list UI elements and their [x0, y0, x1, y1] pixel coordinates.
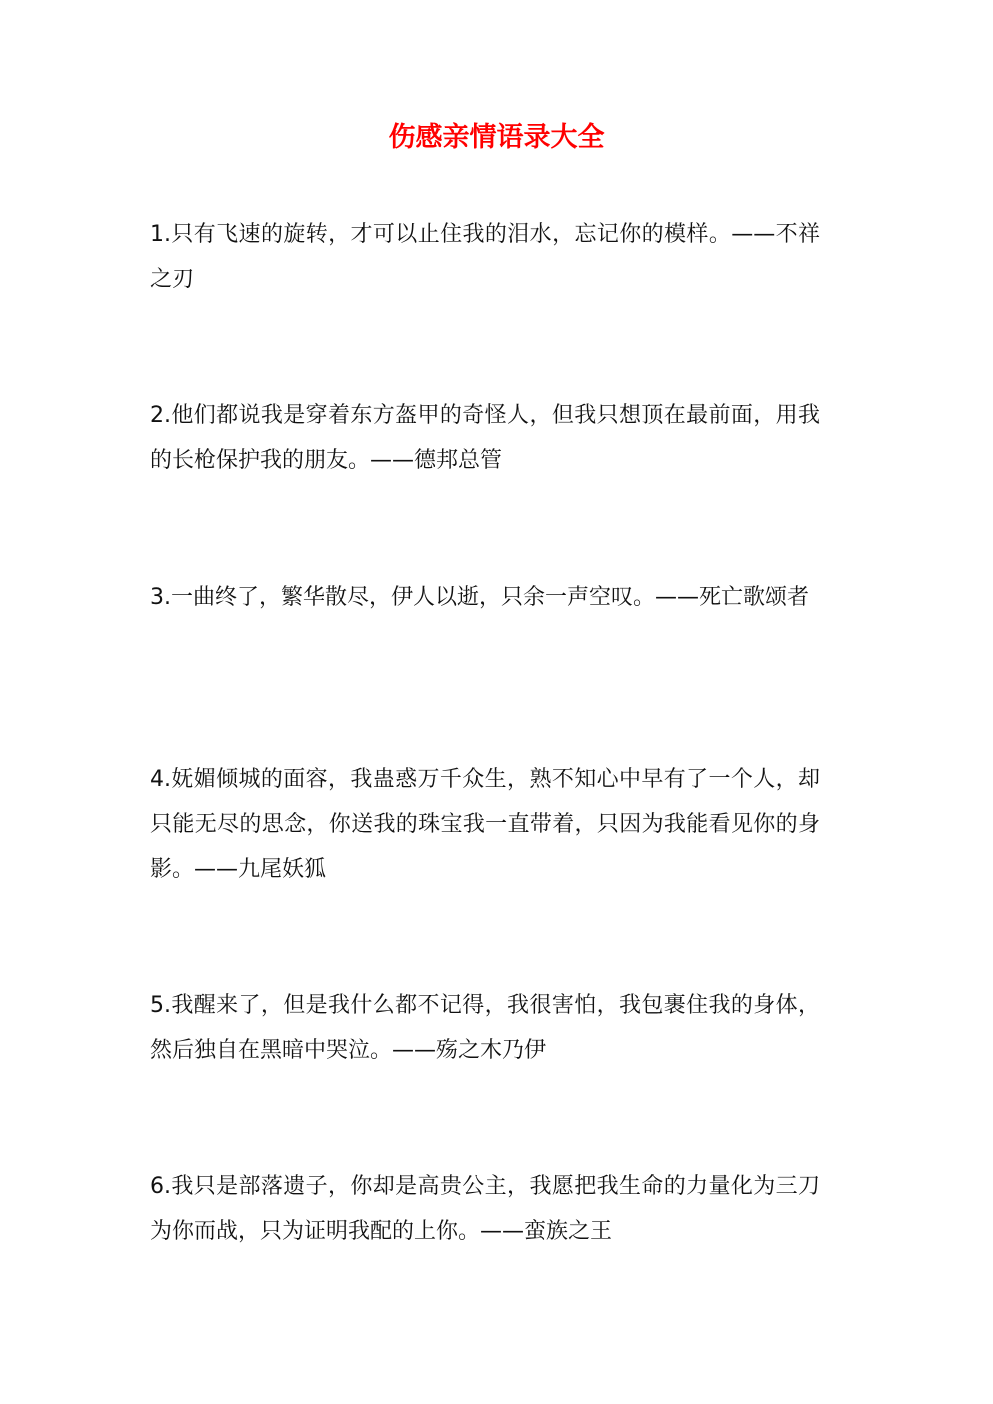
- quote-paragraph-1: 1.只有飞速的旋转，才可以止住我的泪水，忘记你的模样。——不祥之刃: [150, 222, 820, 292]
- quote-paragraph-5: 5.我醒来了，但是我什么都不记得，我很害怕，我包裹住我的身体，然后独自在黑暗中哭泣。——殇之木乃伊: [150, 993, 820, 1063]
- quote-paragraph-6: 6.我只是部落遗子，你却是高贵公主，我愿把我生命的力量化为三刀为你而战，只为证明我配的上你。——蛮族之王: [150, 1174, 820, 1244]
- document-title: 伤感亲情语录大全: [388, 122, 605, 153]
- quote-paragraph-3: 3.一曲终了，繁华散尽，伊人以逝，只余一声空叹。——死亡歌颂者: [150, 585, 809, 610]
- quote-paragraph-4: 4.妩媚倾城的面容，我蛊惑万千众生，熟不知心中早有了一个人，却只能无尽的思念，你送我的珠宝我一直带着，只因为我能看见你的身影。——九尾妖狐: [150, 767, 820, 882]
- quote-paragraph-2: 2.他们都说我是穿着东方盔甲的奇怪人，但我只想顶在最前面，用我的长枪保护我的朋友。——德邦总管: [150, 403, 820, 473]
